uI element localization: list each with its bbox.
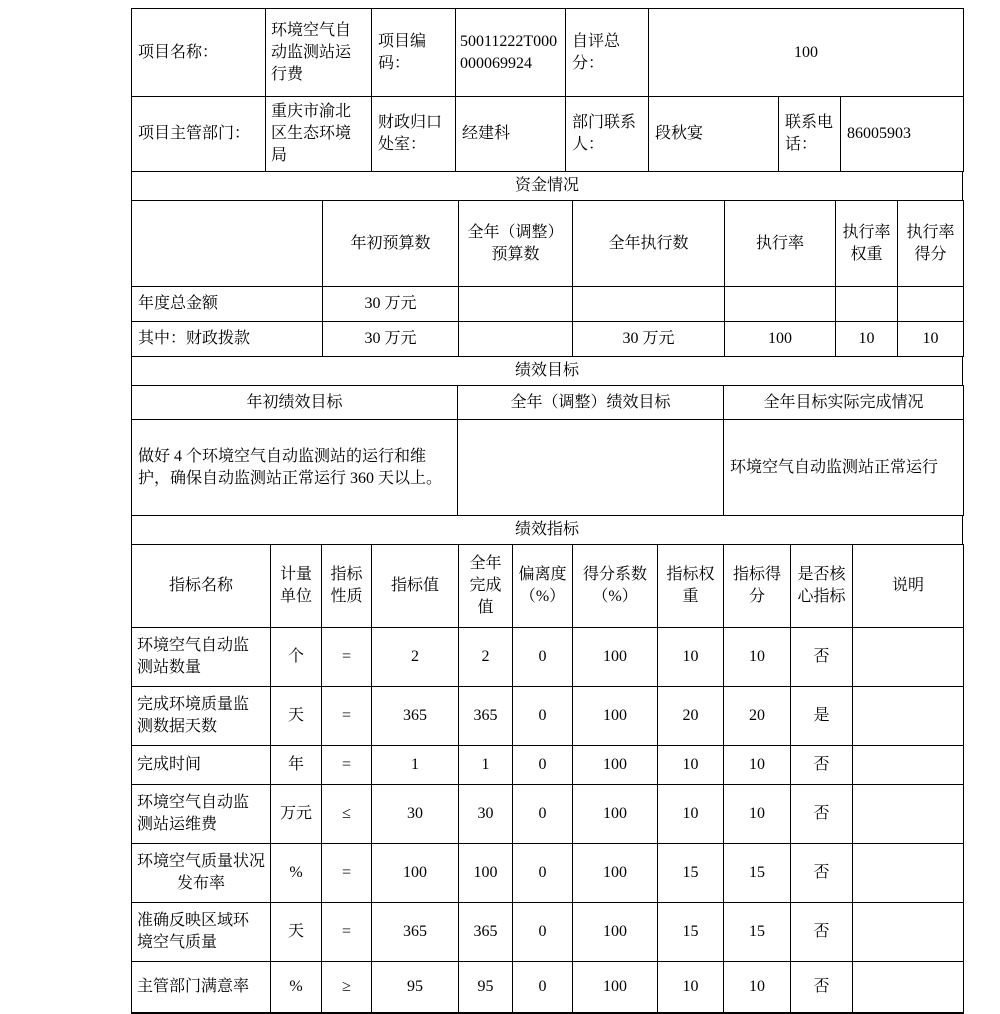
- indicator-row: [132, 903, 964, 962]
- indicator-name: 完成时间: [132, 746, 271, 785]
- indicator-core: 否: [791, 844, 853, 903]
- indicator-row: [132, 628, 964, 687]
- indicator-row: [132, 746, 964, 785]
- indicator-completed: 95: [459, 962, 513, 1014]
- ind-header-nature: 指标性质: [322, 545, 372, 628]
- self-score-value: 100: [649, 9, 964, 97]
- ind-header-completed: 全年完成值: [459, 545, 513, 628]
- indicator-target: 365: [372, 903, 459, 962]
- indicator-score-coef: 100: [573, 628, 658, 687]
- indicator-weight: 10: [658, 628, 724, 687]
- funding-fiscal-label: 其中：财政拨款: [132, 322, 323, 357]
- indicators-section-row: [132, 516, 963, 545]
- indicator-deviation: 0: [513, 628, 573, 687]
- indicator-target: 1: [372, 746, 459, 785]
- indicator-unit: 年: [271, 746, 322, 785]
- ind-header-name: 指标名称: [132, 545, 271, 628]
- indicator-score-coef: 100: [573, 903, 658, 962]
- indicator-completed: 100: [459, 844, 513, 903]
- project-info-row1-table: [131, 8, 964, 97]
- indicator-score: 15: [724, 844, 791, 903]
- indicator-deviation: 0: [513, 903, 573, 962]
- funding-header-initial-budget: 年初预算数: [323, 201, 459, 287]
- indicator-target: 95: [372, 962, 459, 1014]
- funding-total-executed: [573, 287, 725, 322]
- indicator-nature: =: [322, 903, 372, 962]
- indicator-name: 准确反映区域环境空气质量: [132, 903, 271, 962]
- indicator-score-coef: 100: [573, 785, 658, 844]
- indicator-weight: 20: [658, 687, 724, 746]
- goals-header-actual: 全年目标实际完成情况: [724, 386, 964, 420]
- indicator-score: 15: [724, 903, 791, 962]
- indicator-name: 主管部门满意率: [132, 962, 271, 1014]
- indicator-nature: ≥: [322, 962, 372, 1014]
- indicator-deviation: 0: [513, 746, 573, 785]
- funding-header-rate-weight: 执行率权重: [836, 201, 898, 287]
- phone-label: 联系电话：: [779, 97, 841, 172]
- funding-total-score: [898, 287, 964, 322]
- ind-header-score: 指标得分: [724, 545, 791, 628]
- indicator-completed: 365: [459, 903, 513, 962]
- indicator-score: 10: [724, 962, 791, 1014]
- indicator-weight: 10: [658, 962, 724, 1014]
- goals-content-row: [132, 420, 964, 516]
- phone-value: 86005903: [841, 97, 964, 172]
- project-code-value: 50011222T000000069924: [456, 9, 566, 97]
- indicator-remark: [853, 687, 964, 746]
- indicator-row: [132, 844, 964, 903]
- indicator-nature: =: [322, 746, 372, 785]
- ind-header-core: 是否核心指标: [791, 545, 853, 628]
- project-info-row2-table: [131, 96, 964, 172]
- funding-fiscal-initial: 30 万元: [323, 322, 459, 357]
- funding-row-fiscal: [132, 322, 964, 357]
- indicator-score-coef: 100: [573, 844, 658, 903]
- funding-table: [131, 200, 964, 357]
- ind-header-target: 指标值: [372, 545, 459, 628]
- indicator-completed: 2: [459, 628, 513, 687]
- indicator-score-coef: 100: [573, 962, 658, 1014]
- indicator-remark: [853, 785, 964, 844]
- indicator-deviation: 0: [513, 962, 573, 1014]
- ind-header-deviation: 偏离度（%）: [513, 545, 573, 628]
- indicator-score-coef: 100: [573, 687, 658, 746]
- ind-header-weight: 指标权重: [658, 545, 724, 628]
- finance-office-label: 财政归口处室：: [372, 97, 456, 172]
- indicator-target: 365: [372, 687, 459, 746]
- ind-header-unit: 计量单位: [271, 545, 322, 628]
- indicator-name: 环境空气自动监测站运维费: [132, 785, 271, 844]
- indicator-unit: 万元: [271, 785, 322, 844]
- funding-total-adjusted: [459, 287, 573, 322]
- indicator-weight: 15: [658, 903, 724, 962]
- funding-total-rate: [725, 287, 836, 322]
- ind-header-score-coef: 得分系数（%）: [573, 545, 658, 628]
- funding-header-execution-rate: 执行率: [725, 201, 836, 287]
- funding-row-total: [132, 287, 964, 322]
- indicator-score: 10: [724, 628, 791, 687]
- funding-fiscal-adjusted: [459, 322, 573, 357]
- ind-header-remark: 说明: [853, 545, 964, 628]
- goals-table: [131, 385, 964, 516]
- goals-header-adjusted: 全年（调整）绩效目标: [458, 386, 724, 420]
- indicator-deviation: 0: [513, 687, 573, 746]
- project-name-label: 项目名称：: [132, 9, 266, 97]
- indicator-name: 环境空气自动监测站数量: [132, 628, 271, 687]
- funding-total-initial: 30 万元: [323, 287, 459, 322]
- indicator-deviation: 0: [513, 785, 573, 844]
- indicator-nature: =: [322, 844, 372, 903]
- indicator-unit: 个: [271, 628, 322, 687]
- project-info-row1: [132, 9, 964, 97]
- indicator-remark: [853, 903, 964, 962]
- indicator-weight: 15: [658, 844, 724, 903]
- indicator-core: 否: [791, 628, 853, 687]
- funding-section-title: 资金情况: [132, 172, 963, 201]
- funding-header-row: [132, 201, 964, 287]
- goals-header-row: [132, 386, 964, 420]
- indicators-section-title: 绩效指标: [132, 516, 963, 545]
- funding-fiscal-rate: 100: [725, 322, 836, 357]
- indicator-core: 否: [791, 903, 853, 962]
- finance-office-value: 经建科: [456, 97, 566, 172]
- funding-header-adjusted-budget: 全年（调整）预算数: [459, 201, 573, 287]
- indicator-row: [132, 785, 964, 844]
- indicator-row: [132, 687, 964, 746]
- indicator-target: 30: [372, 785, 459, 844]
- indicator-core: 否: [791, 746, 853, 785]
- indicator-target: 2: [372, 628, 459, 687]
- indicator-name: 环境空气质量状况发布率: [132, 844, 271, 903]
- indicator-completed: 365: [459, 687, 513, 746]
- funding-header-rate-score: 执行率得分: [898, 201, 964, 287]
- goals-header-initial: 年初绩效目标: [132, 386, 458, 420]
- indicator-score: 10: [724, 785, 791, 844]
- indicator-score-coef: 100: [573, 746, 658, 785]
- indicator-row: [132, 962, 964, 1014]
- goals-section-title: 绩效目标: [132, 357, 963, 386]
- funding-fiscal-score: 10: [898, 322, 964, 357]
- indicator-weight: 10: [658, 785, 724, 844]
- indicators-table: [131, 544, 964, 1014]
- indicator-remark: [853, 844, 964, 903]
- funding-header-blank: [132, 201, 323, 287]
- indicator-score: 20: [724, 687, 791, 746]
- indicator-nature: =: [322, 628, 372, 687]
- actual-completion-text: 环境空气自动监测站正常运行: [724, 420, 964, 516]
- indicator-score: 10: [724, 746, 791, 785]
- contact-value: 段秋宴: [649, 97, 779, 172]
- evaluation-document: [131, 8, 963, 1014]
- dept-value: 重庆市渝北区生态环境局: [266, 97, 372, 172]
- funding-header-executed: 全年执行数: [573, 201, 725, 287]
- indicator-unit: 天: [271, 687, 322, 746]
- project-info-row2: [132, 97, 964, 172]
- self-score-label: 自评总分：: [566, 9, 649, 97]
- contact-label: 部门联系人：: [566, 97, 649, 172]
- funding-fiscal-executed: 30 万元: [573, 322, 725, 357]
- indicator-remark: [853, 628, 964, 687]
- indicator-core: 是: [791, 687, 853, 746]
- goals-section-row: [132, 357, 963, 386]
- funding-fiscal-weight: 10: [836, 322, 898, 357]
- indicator-completed: 30: [459, 785, 513, 844]
- indicator-target: 100: [372, 844, 459, 903]
- indicator-nature: ≤: [322, 785, 372, 844]
- dept-label: 项目主管部门：: [132, 97, 266, 172]
- initial-goal-text: 做好 4 个环境空气自动监测站的运行和维护，确保自动监测站正常运行 360 天以上。: [132, 420, 458, 516]
- goals-section-bar: [131, 356, 963, 386]
- indicator-core: 否: [791, 962, 853, 1014]
- funding-total-label: 年度总金额: [132, 287, 323, 322]
- project-name-value: 环境空气自动监测站运行费: [266, 9, 372, 97]
- indicators-header-row: [132, 545, 964, 628]
- indicator-deviation: 0: [513, 844, 573, 903]
- funding-section-bar: [131, 171, 963, 201]
- indicator-remark: [853, 746, 964, 785]
- indicator-name: 完成环境质量监测数据天数: [132, 687, 271, 746]
- adjusted-goal-text: [458, 420, 724, 516]
- funding-total-weight: [836, 287, 898, 322]
- indicator-core: 否: [791, 785, 853, 844]
- indicator-unit: %: [271, 844, 322, 903]
- indicator-nature: =: [322, 687, 372, 746]
- funding-section-row: [132, 172, 963, 201]
- indicator-remark: [853, 962, 964, 1014]
- indicator-completed: 1: [459, 746, 513, 785]
- project-code-label: 项目编码：: [372, 9, 456, 97]
- indicator-unit: %: [271, 962, 322, 1014]
- indicator-weight: 10: [658, 746, 724, 785]
- indicators-section-bar: [131, 515, 963, 545]
- indicator-unit: 天: [271, 903, 322, 962]
